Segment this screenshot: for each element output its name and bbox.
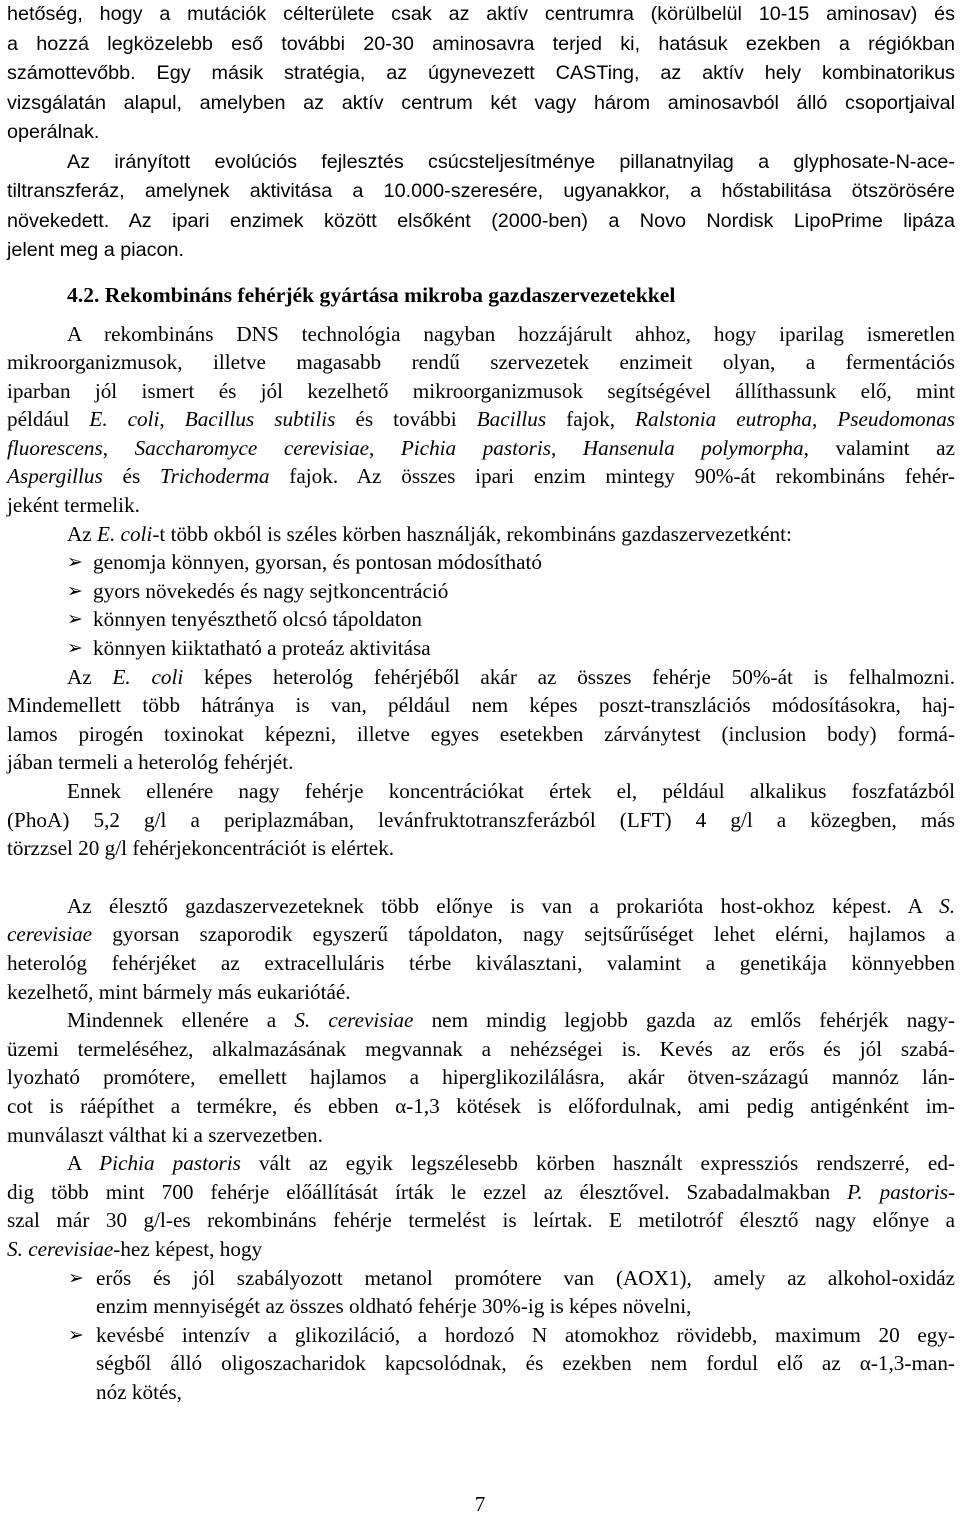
text-line: (PhoA) 5,2 g/l a periplazmában, levánfruktotranszferázból (LFT) 4 g/l a közegben, más — [7, 807, 955, 832]
species-name: S. — [939, 893, 955, 918]
text-span: , — [368, 435, 401, 460]
species-name: Bacillus — [476, 407, 547, 432]
text-line — [7, 434, 955, 463]
text-line: növekedett. Az ipari enzimek között elsőként (2000-ben) a Novo Nordisk LipoPrime lipáza — [7, 209, 955, 232]
species-name: E. coli — [89, 407, 160, 432]
text-span: - — [947, 1179, 955, 1204]
text-line: a hozzá legközelebb eső további 20-30 aminosavra terjed ki, hatásuk ezekben a régiókban — [7, 32, 955, 55]
text-span: és — [102, 464, 160, 489]
text-span: Az — [67, 664, 113, 689]
species-name: Pichia pastoris — [99, 1151, 241, 1176]
text-line: Ennek ellenére nagy fehérje koncentrációkat értek el, például alkalikus foszfatázból — [67, 779, 955, 803]
pichia-advantages-list — [7, 1264, 955, 1407]
text-span: , — [102, 435, 135, 460]
section-title: Rekombináns fehérjék gyártása mikroba gazdaszervezetekkel — [104, 282, 676, 307]
text-span: , valamint az — [803, 435, 955, 460]
species-name: Ralstonia eutropha — [635, 407, 812, 432]
document-page — [7, 0, 955, 1406]
text-line — [7, 920, 955, 949]
text-line: munválaszt válthat ki a szervezetben. — [7, 1122, 323, 1147]
text-line — [7, 1235, 955, 1264]
text-span: fajok. Az összes ipari enzim mintegy 90%-át rekombináns fehér- — [269, 464, 955, 489]
species-name: Hansenula polymorpha — [582, 435, 804, 460]
text-line — [7, 520, 955, 549]
species-name: S. cerevisiae — [294, 1008, 414, 1033]
text-line: cot is ráépíthet a termékre, és ebben α-1,3 kötések is előfordulnak, ami pedig antigénként im- — [7, 1093, 955, 1118]
text-span: fajok, — [546, 407, 636, 432]
text-line — [7, 892, 955, 921]
text-line: mikroorganizmusok, illetve magasabb rendű szervezetek enzimeit olyan, a fermentációs — [7, 350, 955, 375]
text-line: lamos pirogén toxinokat képezni, illetve egyes esetekben zárványtest (inclusion body) formá- — [7, 721, 955, 746]
text-line: jában termeli a heterológ fehérjét. — [7, 750, 294, 775]
text-line: kezelhető, mint bármely más eukariótáé. — [7, 979, 351, 1004]
text-span: , — [812, 407, 838, 432]
species-name: cerevisiae — [7, 922, 93, 947]
text-line: Az irányított evolúciós fejlesztés csúcsteljesítménye pillanatnyilag a glyphosate-N-ace- — [67, 150, 955, 173]
species-name: Saccharomyce cerevisiae — [134, 435, 369, 460]
species-name: Bacillus subtilis — [184, 407, 336, 432]
text-line: heterológ fehérjéket az extracelluláris térbe kiválasztani, valamint a genetikája könnyebben — [7, 950, 955, 975]
text-line: szal már 30 g/l-es rekombináns fehérje termelést is leírtak. E metilotróf élesztő nagy előnye a — [7, 1208, 955, 1233]
text-line: jeként termelik. — [7, 493, 140, 518]
text-line: számottevőbb. Egy másik stratégia, az úgynevezett CASTing, az aktív hely kombinatorikus — [7, 62, 955, 84]
list-item: ➢ genomja könnyen, gyorsan, és pontosan módosítható — [7, 548, 955, 577]
text-line — [7, 405, 955, 434]
text-span: nem mindig legjobb gazda az emlős fehérjék nagy- — [413, 1008, 955, 1033]
list-item: ➢ könnyen kiiktatható a proteáz aktivitása — [7, 634, 955, 663]
text-line: ➢ erős és jól szabályozott metanol promótere van (AOX1), amely az alkohol-oxidáz — [96, 1265, 955, 1290]
text-span: A — [67, 1151, 100, 1176]
text-span: például — [7, 407, 90, 432]
species-name: S. cerevisiae — [7, 1236, 114, 1261]
text-span: vált az egyik legszélesebb körben használt expressziós rendszerré, ed- — [240, 1151, 955, 1176]
text-line — [7, 1178, 955, 1207]
text-line — [7, 1149, 955, 1178]
text-line: nóz kötés, — [96, 1379, 182, 1404]
text-span: , — [159, 407, 185, 432]
text-line: üzemi termeléséhez, alkalmazásának megvannak a nehézségei is. Kevés az erős és jól szabá- — [7, 1036, 955, 1061]
text-span: Az élesztő gazdaszervezeteknek több előnye is van a prokarióta host-okhoz képest. A — [67, 893, 940, 918]
text-line: tiltranszferáz, amelynek aktivitása a 10.000-szeresére, ugyanakkor, a hőstabilitása ötszörösére — [7, 180, 955, 202]
section-number: 4.2. — [67, 282, 100, 307]
text-line: vizsgálatán alapul, amelyben az aktív centrum két vagy három aminosavból álló csoportjaival — [7, 91, 955, 114]
text-line — [7, 1006, 955, 1035]
text-span: képes heterológ fehérjéből akár az összes fehérje 50%-át is felhalmozni. — [183, 664, 955, 689]
species-name: Pseudomonas — [837, 407, 956, 432]
text-line: A rekombináns DNS technológia nagyban hozzájárult ahhoz, hogy iparilag ismeretlen — [67, 321, 955, 346]
text-line: enzim mennyiségét az összes oldható fehérje 30%-ig is képes növelni, — [96, 1294, 692, 1319]
paragraph-directed-evolution — [7, 148, 955, 266]
text-line: Mindemellett több hátránya is van, például nem képes poszt-transzlációs módosításokra, haj- — [7, 693, 955, 718]
text-span: -hez képest, hogy — [113, 1236, 263, 1261]
text-line — [7, 663, 955, 692]
section-heading — [67, 280, 955, 310]
species-name: Aspergillus — [7, 464, 103, 489]
species-name: P. pastoris — [847, 1179, 948, 1204]
list-item: ➢ gyors növekedés és nagy sejtkoncentráció — [7, 577, 955, 606]
text-span: Az — [67, 521, 98, 546]
ecoli-advantages-list — [7, 548, 955, 662]
page-number: 7 — [474, 1492, 486, 1516]
text-span: Mindennek ellenére a — [67, 1008, 295, 1033]
text-line: jelent meg a piacon. — [7, 239, 185, 261]
text-span: , — [551, 435, 583, 460]
species-name: fluorescens — [7, 435, 103, 460]
text-line: operálnak. — [7, 121, 100, 143]
species-name: Trichoderma — [160, 464, 270, 489]
list-item: ➢ könnyen tenyészthető olcsó tápoldaton — [7, 605, 955, 634]
species-name: E. coli — [97, 521, 153, 546]
text-span: -t több okból is széles körben használják, rekombináns gazdaszervezetként: — [152, 521, 792, 546]
text-line: hetőség, hogy a mutációk célterülete csak az aktív centrumra (körülbelül 10-15 aminosav) és — [7, 3, 955, 25]
text-line: ségből álló oligoszacharidok kapcsolódnak, és ezekben nem fordul elő az α-1,3-man- — [96, 1351, 955, 1376]
species-name: E. coli — [112, 664, 184, 689]
paragraph-mutation-target — [7, 0, 955, 148]
text-span: és további — [335, 407, 477, 432]
text-line: iparban jól ismert és jól kezelhető mikroorganizmusok segítségével állíthassunk elő, mint — [7, 378, 955, 403]
paragraph-recombinant-dna — [7, 320, 955, 1407]
list-item — [7, 1321, 955, 1407]
text-span: dig több mint 700 fehérje előállítását írták le ezzel az élesztővel. Szabadalmakban — [7, 1179, 848, 1204]
text-line — [7, 462, 955, 491]
text-line: törzzsel 20 g/l fehérjekoncentrációt is elértek. — [7, 836, 395, 861]
paragraph-gap — [7, 863, 955, 892]
text-line: lyozható promótere, emellett hajlamos a hiperglikozilálásra, akár ötven-százagú mannóz lán- — [7, 1065, 955, 1090]
text-line: ➢ kevésbé intenzív a glikoziláció, a hordozó N atomokhoz rövidebb, maximum 20 egy- — [96, 1322, 955, 1347]
list-item — [7, 1264, 955, 1321]
text-span: gyorsan szaporodik egyszerű tápoldaton, nagy sejtsűrűséget lehet elérni, hajlamos a — [92, 922, 955, 947]
species-name: Pichia pastoris — [400, 435, 551, 460]
